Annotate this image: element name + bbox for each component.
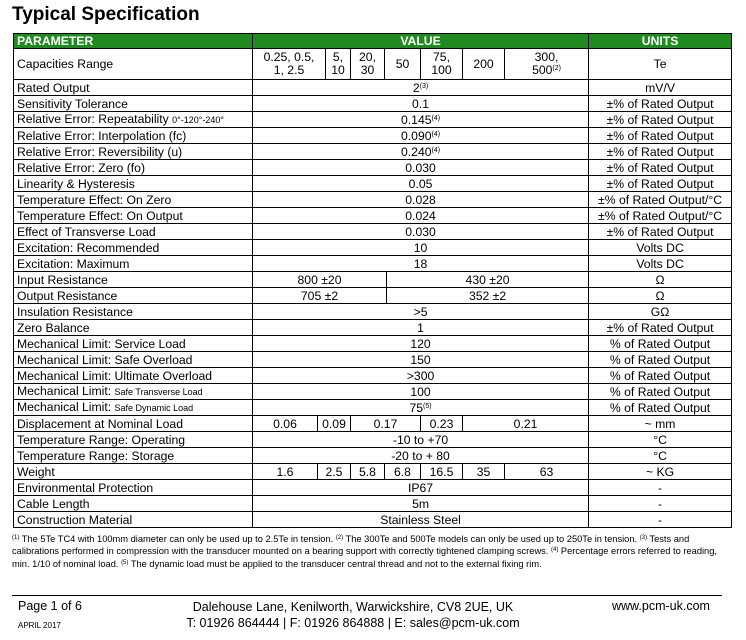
- table-row: [14, 512, 732, 528]
- units-cell: ±% of Rated Output: [589, 160, 732, 176]
- capacity-cell: 5, 10: [326, 49, 351, 80]
- header-value: VALUE: [253, 34, 589, 49]
- table-row: [14, 112, 732, 128]
- units-cell: ±% of Rated Output/°C: [589, 192, 732, 208]
- value-cell: 120: [253, 336, 589, 352]
- table-row: [14, 304, 732, 320]
- table-row: [14, 480, 732, 496]
- value-cell: 0.17: [351, 416, 421, 432]
- address-line: Dalehouse Lane, Kenilworth, Warwickshire, CV8 2UE, UK: [192, 600, 514, 614]
- units-cell: ±% of Rated Output: [589, 320, 732, 336]
- units-cell: ±% of Rated Output: [589, 96, 732, 112]
- value-cell: 0.030: [253, 224, 589, 240]
- units-cell: ±% of Rated Output: [589, 112, 732, 128]
- table-row: [14, 288, 732, 304]
- table-row: [14, 336, 732, 352]
- value-cell: 2.5: [318, 464, 351, 480]
- units-cell: °C: [589, 448, 732, 464]
- units-cell: Ω: [589, 288, 732, 304]
- table-row: [14, 432, 732, 448]
- table-row: [14, 448, 732, 464]
- value-cell: 100: [253, 384, 589, 400]
- units-cell: ±% of Rated Output: [589, 176, 732, 192]
- issue-date: APRIL 2017: [18, 621, 61, 630]
- value-cell: 0.1: [253, 96, 589, 112]
- row-label: Insulation Resistance: [14, 304, 253, 320]
- units-cell: ~ mm: [589, 416, 732, 432]
- page-number: Page 1 of 6: [18, 599, 82, 613]
- table-row: [14, 96, 732, 112]
- table-row: [14, 272, 732, 288]
- table-row: [14, 496, 732, 512]
- row-label: Excitation: Maximum: [14, 256, 253, 272]
- units-cell: % of Rated Output: [589, 384, 732, 400]
- table-row: [14, 384, 732, 400]
- table-row: [14, 176, 732, 192]
- table-row: [14, 128, 732, 144]
- footer-divider: [12, 595, 722, 596]
- value-cell: 18: [253, 256, 589, 272]
- value-cell: 0.090$^{(4)}$: [253, 128, 589, 144]
- value-cell: 5m: [253, 496, 589, 512]
- units-cell: Volts DC: [589, 256, 732, 272]
- value-cell: 352 ±2: [387, 288, 589, 304]
- units-cell: Te: [589, 49, 732, 80]
- value-cell: 2$^{(3)}$: [253, 80, 589, 96]
- value-cell: 63: [505, 464, 589, 480]
- table-row: [14, 208, 732, 224]
- row-label: Relative Error: Interpolation (fc): [14, 128, 253, 144]
- table-row: [14, 224, 732, 240]
- row-label: Relative Error: Reversibility (u): [14, 144, 253, 160]
- units-cell: Ω: [589, 272, 732, 288]
- capacity-cell: 300, 500$^{(2)}$: [505, 49, 589, 80]
- table-row: [14, 464, 732, 480]
- value-cell: Stainless Steel: [253, 512, 589, 528]
- header-parameter: PARAMETER: [14, 34, 253, 49]
- row-label: Construction Material: [14, 512, 253, 528]
- value-cell: >300: [253, 368, 589, 384]
- row-label: Output Resistance: [14, 288, 253, 304]
- value-cell: 0.030: [253, 160, 589, 176]
- row-label: Effect of Transverse Load: [14, 224, 253, 240]
- capacity-cell: 200: [463, 49, 505, 80]
- units-cell: % of Rated Output: [589, 400, 732, 416]
- capacity-cell: 0.25, 0.5, 1, 2.5: [253, 49, 326, 80]
- value-cell: -20 to + 80: [253, 448, 589, 464]
- value-cell: 1.6: [253, 464, 318, 480]
- value-cell: 0.09: [318, 416, 351, 432]
- units-cell: -: [589, 512, 732, 528]
- units-cell: % of Rated Output: [589, 352, 732, 368]
- value-cell: 0.06: [253, 416, 318, 432]
- row-label: Mechanical Limit: Safe Transverse Load: [14, 384, 253, 400]
- units-cell: Volts DC: [589, 240, 732, 256]
- row-label: Temperature Effect: On Zero: [14, 192, 253, 208]
- specification-table: [13, 33, 732, 528]
- row-label: Rated Output: [14, 80, 253, 96]
- units-cell: ±% of Rated Output: [589, 224, 732, 240]
- row-label: Input Resistance: [14, 272, 253, 288]
- value-cell: 10: [253, 240, 589, 256]
- table-row: [14, 240, 732, 256]
- value-cell: 5.8: [351, 464, 385, 480]
- units-cell: ~ KG: [589, 464, 732, 480]
- website-link[interactable]: www.pcm-uk.com: [612, 599, 710, 613]
- table-row: [14, 416, 732, 432]
- value-cell: 35: [463, 464, 505, 480]
- value-cell: 800 ±20: [253, 272, 387, 288]
- contact-line: T: 01926 864444 | F: 01926 864888 | E: sales@pcm-uk.com: [186, 616, 520, 630]
- table-row: [14, 49, 732, 80]
- header-units: UNITS: [589, 34, 732, 49]
- footnotes: $^{(1)}$ The 5Te TC4 with 100mm diameter can only be used up to 2.5Te in tension. $^{(2)}$ The 300Te and 500Te models can only be used up to 250Te in tension. $^{(3)}$ Tests and calibrations performed in compression with the transducer mounted on a bearing support with correctly tightened clamping screws. $^{(4)}$ Percentage errors referred to reading, min. 1/10 of nominal load. $^{(5)}$ The dynamic load must be applied to the transducer central thread and not to the external fixing rim.: [12, 534, 717, 569]
- row-label: Environmental Protection: [14, 480, 253, 496]
- row-label: Weight: [14, 464, 253, 480]
- value-cell: 0.23: [421, 416, 463, 432]
- row-label: Displacement at Nominal Load: [14, 416, 253, 432]
- value-cell: 150: [253, 352, 589, 368]
- table-row: [14, 80, 732, 96]
- table-row: [14, 400, 732, 416]
- table-header-row: [14, 34, 732, 49]
- row-label: Zero Balance: [14, 320, 253, 336]
- row-label: Mechanical Limit: Safe Dynamic Load: [14, 400, 253, 416]
- value-cell: >5: [253, 304, 589, 320]
- capacity-cell: 50: [385, 49, 421, 80]
- row-label: Relative Error: Zero (fo): [14, 160, 253, 176]
- row-label: Sensitivity Tolerance: [14, 96, 253, 112]
- row-label: Excitation: Recommended: [14, 240, 253, 256]
- value-cell: 16.5: [421, 464, 463, 480]
- units-cell: -: [589, 480, 732, 496]
- units-cell: % of Rated Output: [589, 368, 732, 384]
- units-cell: GΩ: [589, 304, 732, 320]
- table-row: [14, 352, 732, 368]
- value-cell: 0.024: [253, 208, 589, 224]
- capacity-cell: 75, 100: [421, 49, 463, 80]
- units-cell: -: [589, 496, 732, 512]
- table-row: [14, 144, 732, 160]
- table-row: [14, 192, 732, 208]
- value-cell: 0.028: [253, 192, 589, 208]
- value-cell: 430 ±20: [387, 272, 589, 288]
- value-cell: 75$^{(5)}$: [253, 400, 589, 416]
- value-cell: 0.240$^{(4)}$: [253, 144, 589, 160]
- row-label: Mechanical Limit: Service Load: [14, 336, 253, 352]
- row-label: Mechanical Limit: Safe Overload: [14, 352, 253, 368]
- row-label: Temperature Range: Operating: [14, 432, 253, 448]
- value-cell: 705 ±2: [253, 288, 387, 304]
- table-row: [14, 256, 732, 272]
- table-row: [14, 320, 732, 336]
- row-label: Capacities Range: [14, 49, 253, 80]
- value-cell: 0.05: [253, 176, 589, 192]
- value-cell: IP67: [253, 480, 589, 496]
- units-cell: ±% of Rated Output/°C: [589, 208, 732, 224]
- company-address: [168, 599, 538, 631]
- units-cell: ±% of Rated Output: [589, 144, 732, 160]
- table-row: [14, 160, 732, 176]
- value-cell: 6.8: [385, 464, 421, 480]
- units-cell: °C: [589, 432, 732, 448]
- row-label: Temperature Range: Storage: [14, 448, 253, 464]
- value-cell: -10 to +70: [253, 432, 589, 448]
- row-label: Relative Error: Repeatability 0°-120°-240°: [14, 112, 253, 128]
- row-label: Temperature Effect: On Output: [14, 208, 253, 224]
- units-cell: mV/V: [589, 80, 732, 96]
- value-cell: 1: [253, 320, 589, 336]
- row-label: Mechanical Limit: Ultimate Overload: [14, 368, 253, 384]
- value-cell: 0.145$^{(4)}$: [253, 112, 589, 128]
- row-label: Cable Length: [14, 496, 253, 512]
- value-cell: 0.21: [463, 416, 589, 432]
- units-cell: % of Rated Output: [589, 336, 732, 352]
- table-row: [14, 368, 732, 384]
- units-cell: ±% of Rated Output: [589, 128, 732, 144]
- page-title: Typical Specification: [12, 4, 200, 25]
- capacity-cell: 20, 30: [351, 49, 385, 80]
- row-label: Linearity & Hysteresis: [14, 176, 253, 192]
